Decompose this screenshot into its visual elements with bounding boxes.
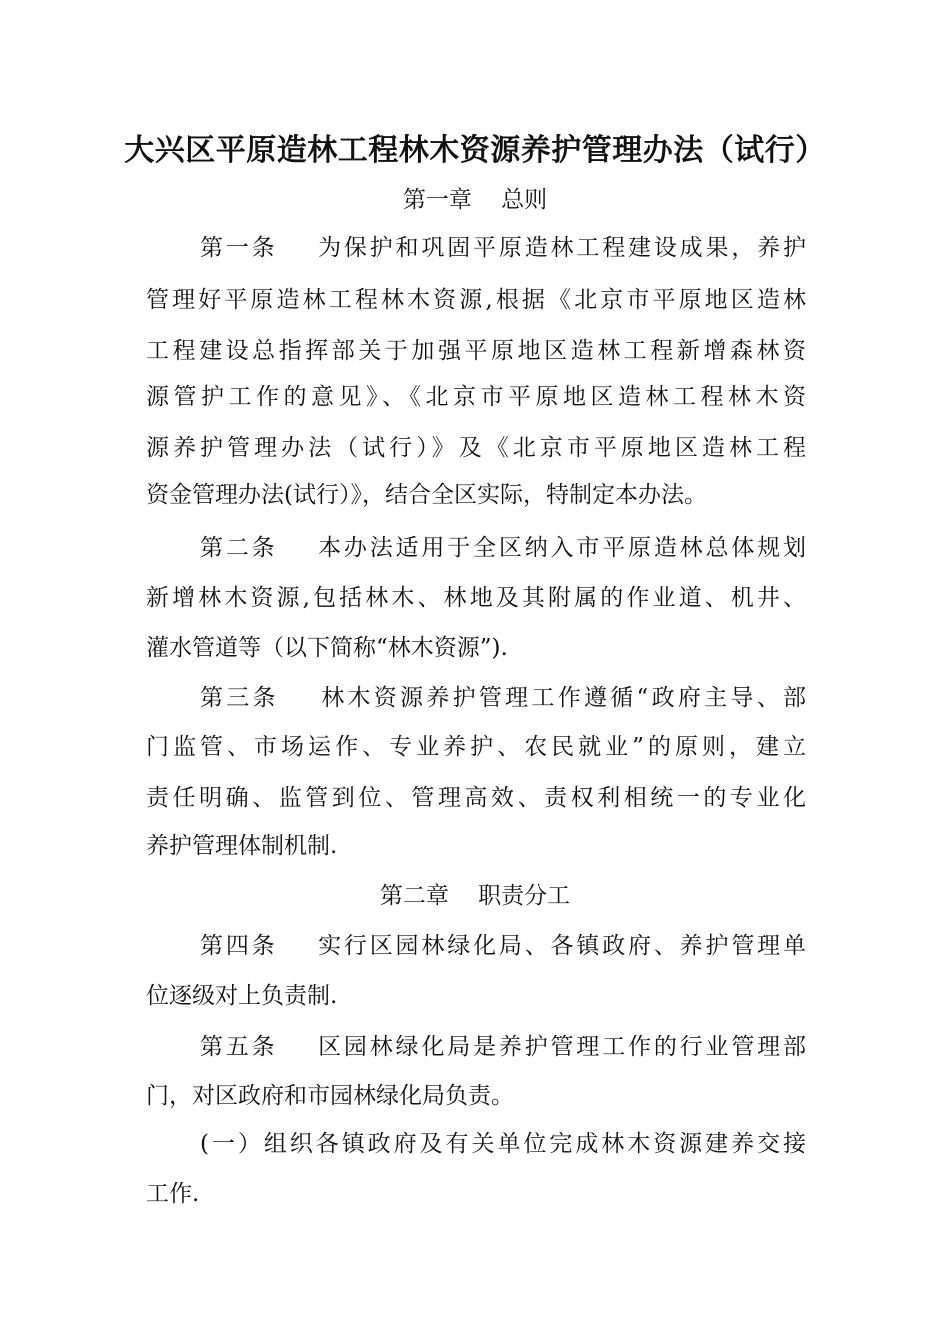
chapter-heading: 第一章 总则 [402, 187, 548, 213]
article-text: 为保护和巩固平原造林工程建设成果，养护 [318, 235, 807, 261]
article-line: 源管护工作的意见》、《北京市平原地区造林工程林木资 [146, 384, 806, 410]
article-text: 实行区园林绿化局、各镇政府、养护管理单 [318, 933, 807, 959]
article-line: 资金管理办法(试行）》，结合全区实际，特制定本办法。 [146, 482, 707, 508]
article-line: 管理好平原造林工程林木资源,根据《北京市平原地区造林 [146, 287, 806, 313]
article-text: 区园林绿化局是养护管理工作的行业管理部 [318, 1034, 807, 1060]
article-line: (一）组织各镇政府及有关单位完成林木资源建养交接 [200, 1131, 806, 1157]
article-text: 本办法适用于全区纳入市平原造林总体规划 [318, 535, 807, 561]
article-line: 养护管理体制机制. [146, 833, 338, 859]
article-label: 第四条 [200, 933, 319, 959]
article-label: 第五条 [200, 1034, 319, 1060]
article-label: 第二条 [200, 535, 319, 561]
article-line [200, 530, 806, 566]
article-line [200, 230, 806, 266]
article-line: 灌水管道等（以下简称“林木资源”). [146, 635, 508, 661]
document-title: 大兴区平原造林工程林木资源养护管理办法（试行） [124, 133, 826, 168]
article-line [200, 928, 806, 964]
article-label: 第三条 [200, 685, 322, 711]
article-line: 源养护管理办法（试行）》及《北京市平原地区造林工程 [146, 435, 806, 461]
article-line: 门监管、市场运作、专业养护、农民就业”的原则，建立 [146, 734, 806, 760]
article-line: 门，对区政府和市园林绿化局负责。 [146, 1083, 514, 1109]
article-line: 工作. [146, 1181, 200, 1207]
article-line [200, 1029, 806, 1065]
article-line: 工程建设总指挥部关于加强平原地区造林工程新增森林资 [146, 338, 806, 364]
chapter-heading: 第二章 职责分工 [379, 883, 571, 909]
article-label: 第一条 [200, 235, 319, 261]
article-line: 位逐级对上负责制. [146, 983, 338, 1009]
article-line: 责任明确、监管到位、管理高效、责权利相统一的专业化 [146, 785, 806, 811]
article-line: 新增林木资源,包括林木、林地及其附属的作业道、机井、 [146, 585, 806, 611]
article-text: 林木资源养护管理工作遵循“政府主导、部 [321, 685, 806, 711]
article-line [200, 680, 806, 716]
